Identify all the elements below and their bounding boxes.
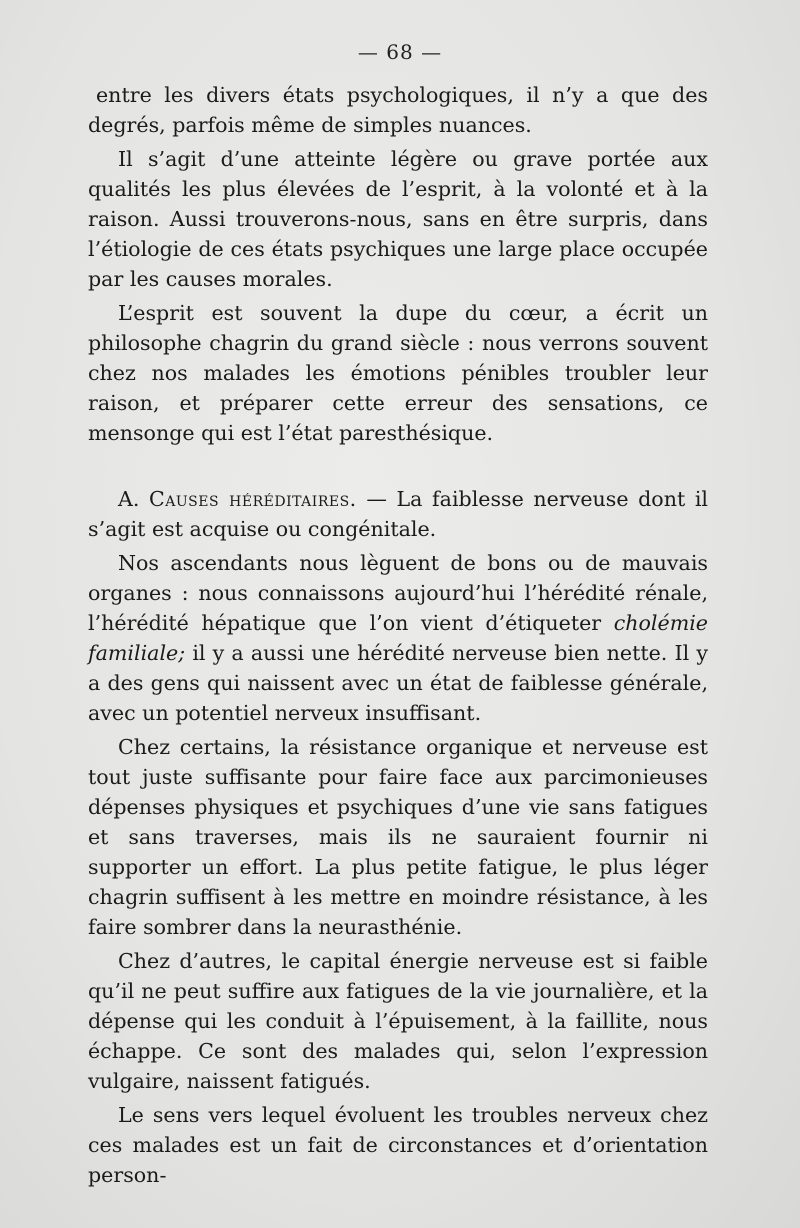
section-causes-hereditaires <box>88 484 708 544</box>
section-heading: Causes héréditaires. <box>149 487 357 511</box>
page-number: — 68 — <box>357 40 443 64</box>
paragraph-ascendants <box>88 548 708 728</box>
section-label: A. <box>118 487 140 511</box>
paragraph-esprit-volonte: Il s’agit d’une atteinte légère ou grave portée aux qualités les plus élevées de l’esprit, à la volonté et à la raison. Aussi trouverons-nous, sans en être surpris, dans l’étiologie de ces états psychiques une large place occupée par les causes morales. <box>88 147 708 291</box>
paragraph-le-sens: Le sens vers lequel évoluent les troubles nerveux chez ces malades est un fait de circonstances et d’orientation person- <box>88 1103 708 1187</box>
paragraph-ascendants-a: Nos ascendants nous lèguent de bons ou de mauvais organes : nous connaissons aujourd’hui l’hérédité rénale, l’hérédité hépatique que l’on vient d’étiqueter <box>88 551 708 635</box>
paragraph-chez-certains: Chez certains, la résistance organique et nerveuse est tout juste suffisante pour faire face aux parcimonieuses dépenses physiques et psychiques d’une vie sans fatigues et sans traverses, mais ils ne sauraient fournir ni supporter un effort. La plus petite fatigue, le plus léger chagrin suffisent à les mettre en moindre résistance, à les faire sombrer dans la neurasthénie. <box>88 735 708 939</box>
section-intro: — La faiblesse nerveuse dont il s’agit est acquise ou congénitale. <box>88 487 708 541</box>
paragraph-ascendants-b: il y a aussi une hérédité nerveuse bien nette. Il y a des gens qui naissent avec un état de faiblesse générale, avec un potentiel nerveux insuffisant. <box>88 641 708 725</box>
paragraph-chez-autres: Chez d’autres, le capital énergie nerveuse est si faible qu’il ne peut suffire aux fatigues de la vie journalière, et la dépense qui les conduit à l’épuisement, à la faillite, nous échappe. Ce sont des malades qui, selon l’expression vulgaire, naissent fatigués. <box>88 949 708 1093</box>
body-text <box>88 80 708 1190</box>
paragraph-dupe-du-coeur: L’esprit est souvent la dupe du cœur, a écrit un philosophe chagrin du grand siècle : nous verrons souvent chez nos malades les émotions pénibles troubler leur raison, et préparer cette erreur des sensations, ce mensonge qui est l’état paresthésique. <box>88 301 708 445</box>
italic-term-cholemie: cholémie familiale; <box>88 611 708 665</box>
paragraph-continuation: entre les divers états psychologiques, il n’y a que des degrés, parfois même de simples nuances. <box>88 83 708 137</box>
